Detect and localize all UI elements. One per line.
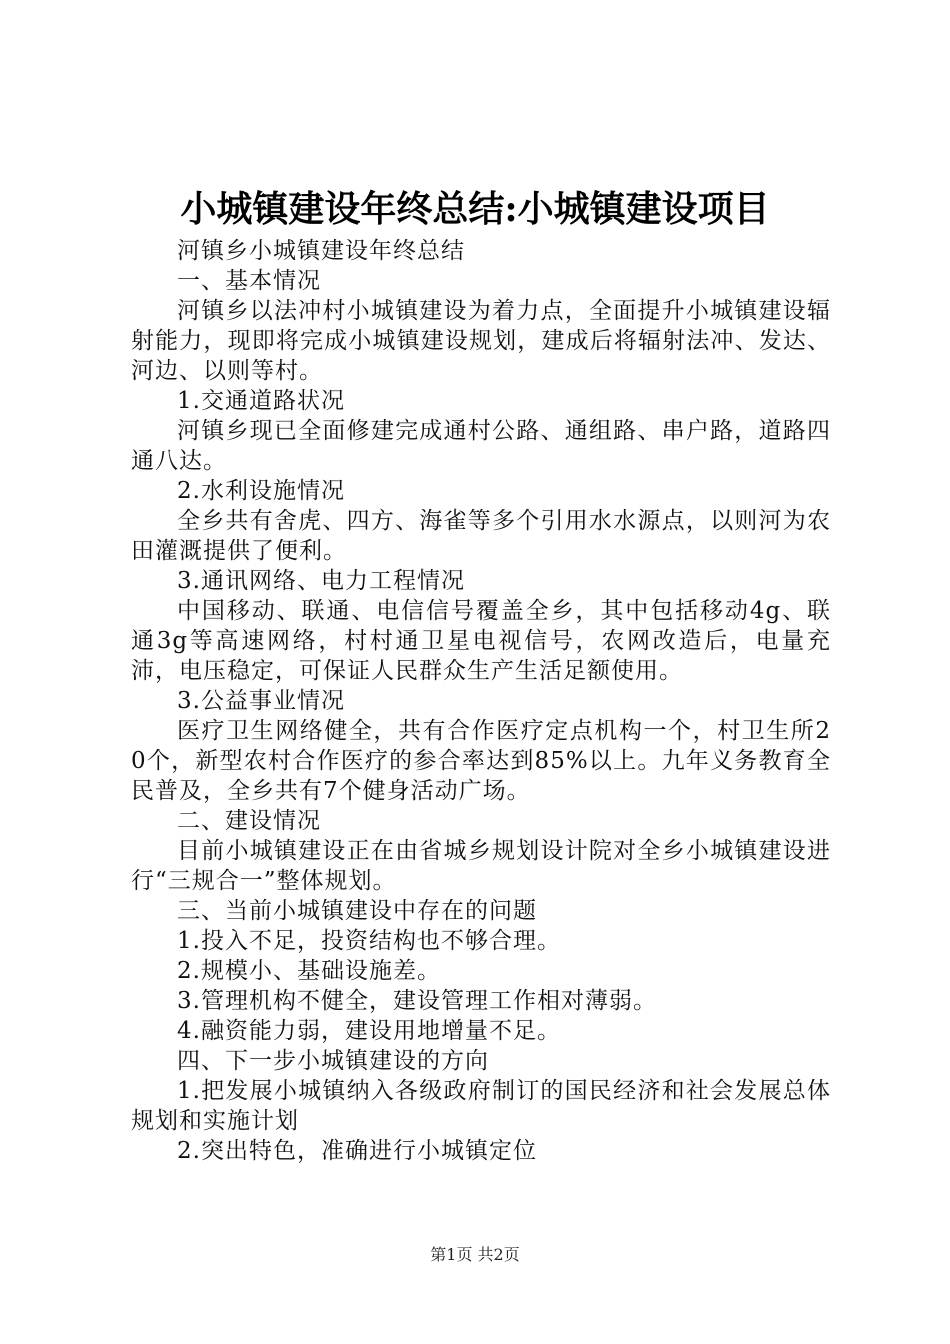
- list-item: 4.融资能力弱，建设用地增量不足。: [177, 1018, 561, 1044]
- paragraph: 医疗卫生网络健全，共有合作医疗定点机构一个，村卫生所20个，新型农村合作医疗的参合率达到85%以上。九年义务教育全民普及，全乡共有7个健身活动广场。: [131, 718, 831, 804]
- subheading-public-welfare: 3.公益事业情况: [177, 688, 345, 714]
- paragraph: 河镇乡以法冲村小城镇建设为着力点，全面提升小城镇建设辐射能力，现即将完成小城镇建设规划，建成后将辐射法冲、发达、河边、以则等村。: [131, 298, 831, 384]
- document-title: 小城镇建设年终总结:小城镇建设项目: [180, 188, 770, 230]
- list-item: 1.把发展小城镇纳入各级政府制订的国民经济和社会发展总体规划和实施计划: [131, 1078, 831, 1134]
- paragraph: 全乡共有舍虎、四方、海雀等多个引用水水源点，以则河为农田灌溉提供了便利。: [131, 508, 831, 564]
- list-item: 2.规模小、基础设施差。: [177, 958, 441, 984]
- paragraph: 河镇乡现已全面修建完成通村公路、通组路、串户路，道路四通八达。: [131, 418, 831, 474]
- section-heading-basic-situation: 一、基本情况: [177, 268, 321, 294]
- list-item: 1.投入不足，投资结构也不够合理。: [177, 928, 561, 954]
- section-heading-construction: 二、建设情况: [177, 808, 321, 834]
- subheading-traffic: 1.交通道路状况: [177, 388, 345, 414]
- page-footer: 第1页 共2页: [430, 1245, 520, 1264]
- section-heading-problems: 三、当前小城镇建设中存在的问题: [177, 898, 537, 924]
- paragraph: 中国移动、联通、电信信号覆盖全乡，其中包括移动4g、联通3g等高速网络，村村通卫星电视信号，农网改造后，电量充沛，电压稳定，可保证人民群众生产生活足额使用。: [131, 598, 831, 684]
- subheading-telecom-power: 3.通讯网络、电力工程情况: [177, 568, 465, 594]
- document-body: [131, 236, 831, 1166]
- list-item: 3.管理机构不健全，建设管理工作相对薄弱。: [177, 988, 657, 1014]
- paragraph-subtitle: 河镇乡小城镇建设年终总结: [177, 238, 465, 264]
- section-heading-next-steps: 四、下一步小城镇建设的方向: [177, 1048, 489, 1074]
- list-item: 2.突出特色，准确进行小城镇定位: [177, 1138, 537, 1164]
- paragraph: 目前小城镇建设正在由省城乡规划设计院对全乡小城镇建设进行“三规合一”整体规划。: [131, 838, 831, 894]
- subheading-water: 2.水利设施情况: [177, 478, 345, 504]
